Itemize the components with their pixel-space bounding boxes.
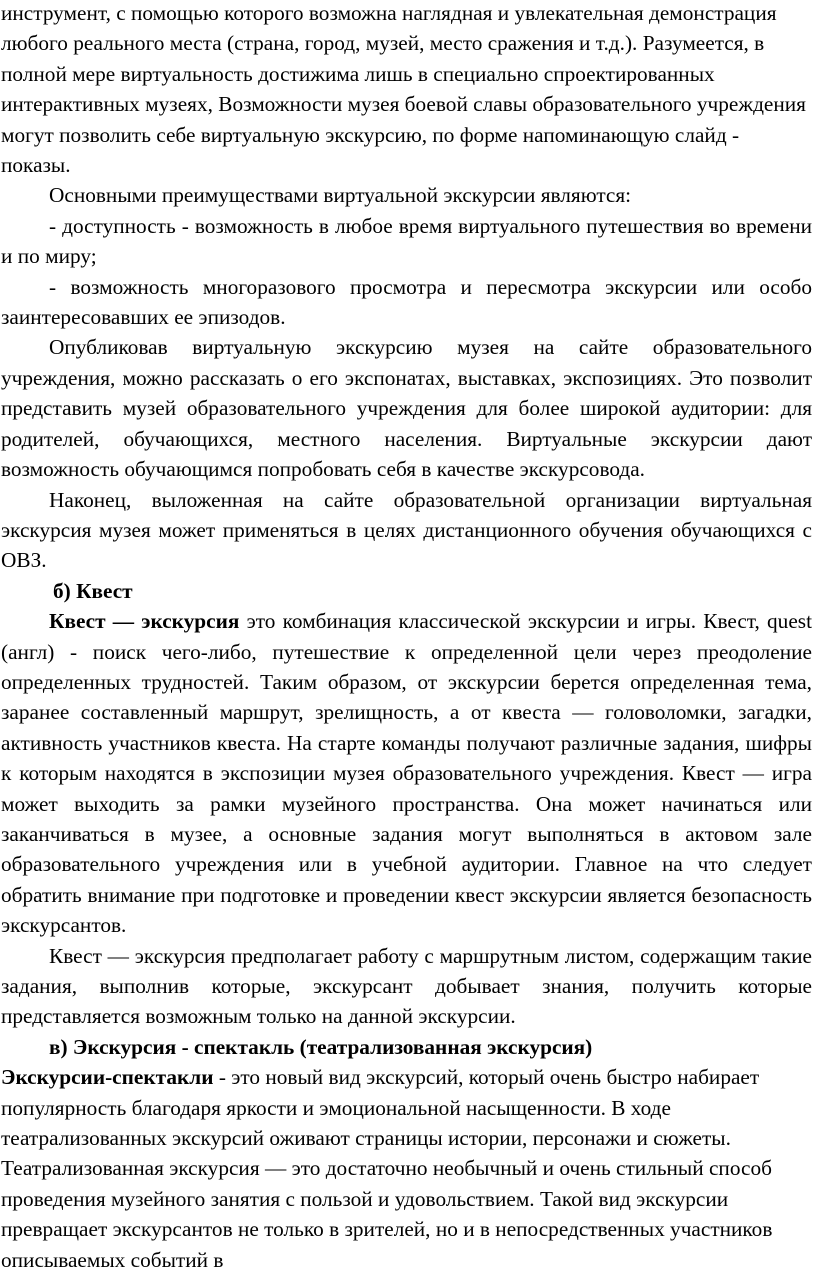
term-quest-excursion: Квест — экскурсия xyxy=(49,609,240,634)
paragraph-theatrical-definition xyxy=(1,1062,812,1275)
paragraph-quest-definition xyxy=(1,606,812,940)
paragraph-advantage-accessibility: - доступность - возможность в любое время виртуального путешествия во времени и по миру; xyxy=(1,213,812,269)
term-excursion-performances: Экскурсии-спектакли xyxy=(1,1065,214,1090)
paragraph-advantages-lead: Основными преимуществами виртуальной экскурсии являются: xyxy=(49,183,632,208)
paragraph-quest-definition-text: это комбинация классической экскурсии и игры. Квест, quest (англ) - поиск чего-либо, путешествие к определенной цели через преодоление определенных трудностей. Таким образом, от экскурсии берется определенная тема, заранее составленный маршрут, зрелищность, а от квеста — головоломки, загадки, активность участников квеста. На старте команды получают различные задания, шифры к которым находятся в экспозиции музея образовательного учреждения. Квест — игра может выходить за рамки музейного пространства. Она может начинаться или заканчиваться в музее, а основные задания могут выполняться в актовом зале образовательного учреждения или в учебной аудитории. Главное на что следует обратить внимание при подготовке и проведении квест экскурсии является безопасность экскурсантов. xyxy=(1,609,812,938)
paragraph-publishing-tour: Опубликовав виртуальную экскурсию музея на сайте образовательного учреждения, можно рассказать о его экспонатах, выставках, экспозициях. Это позволит представить музей образовательного учреждения для более широкой аудитории: для родителей, обучающихся, местного населения. Виртуальные экскурсии дают возможность обучающимся попробовать себя в качестве экскурсовода. xyxy=(1,335,812,482)
paragraph-theatrical-definition-text: - это новый вид экскурсий, который очень быстро набирает популярность благодаря яркости и эмоциональной насыщенности. В ходе театрализованных экскурсий оживают страницы истории, персонажи и сюжеты. Театрализованная экскурсия — это достаточно необычный и очень стильный способ проведения музейного занятия с пользой и удовольствием. Такой вид экскурсии превращает экскурсантов не только в зрителей, но и в непосредственных участников описываемых событий в xyxy=(1,1065,773,1272)
paragraph-virtual-tour-intro: инструмент, с помощью которого возможна наглядная и увлекательная демонстрация любого реального места (страна, город, музей, место сражения и т.д.). Разумеется, в полной мере виртуальность достижима лишь в специально спроектированных интерактивных музеях, Возможности музея боевой славы образовательного учреждения могут позволить себе виртуальную экскурсию, по форме напоминающую слайд - показы. xyxy=(1,1,806,178)
heading-quest: б) Квест xyxy=(53,578,133,603)
paragraph-advantage-repeat-viewing: - возможность многоразового просмотра и пересмотра экскурсии или особо заинтересовавших ее эпизодов. xyxy=(1,274,812,330)
paragraph-quest-route-sheet: Квест — экскурсия предполагает работу с маршрутным листом, содержащим такие задания, выполнив которые, экскурсант добывает знания, получить которые представляется возможным только на данной экскурсии. xyxy=(1,943,812,1029)
paragraph-distance-learning: Наконец, выложенная на сайте образовательной организации виртуальная экскурсия музея может применяться в целях дистанционного обучения обучающихся с ОВЗ. xyxy=(1,487,812,573)
heading-theatrical-excursion: в) Экскурсия - спектакль (театрализованная экскурсия) xyxy=(49,1034,593,1059)
